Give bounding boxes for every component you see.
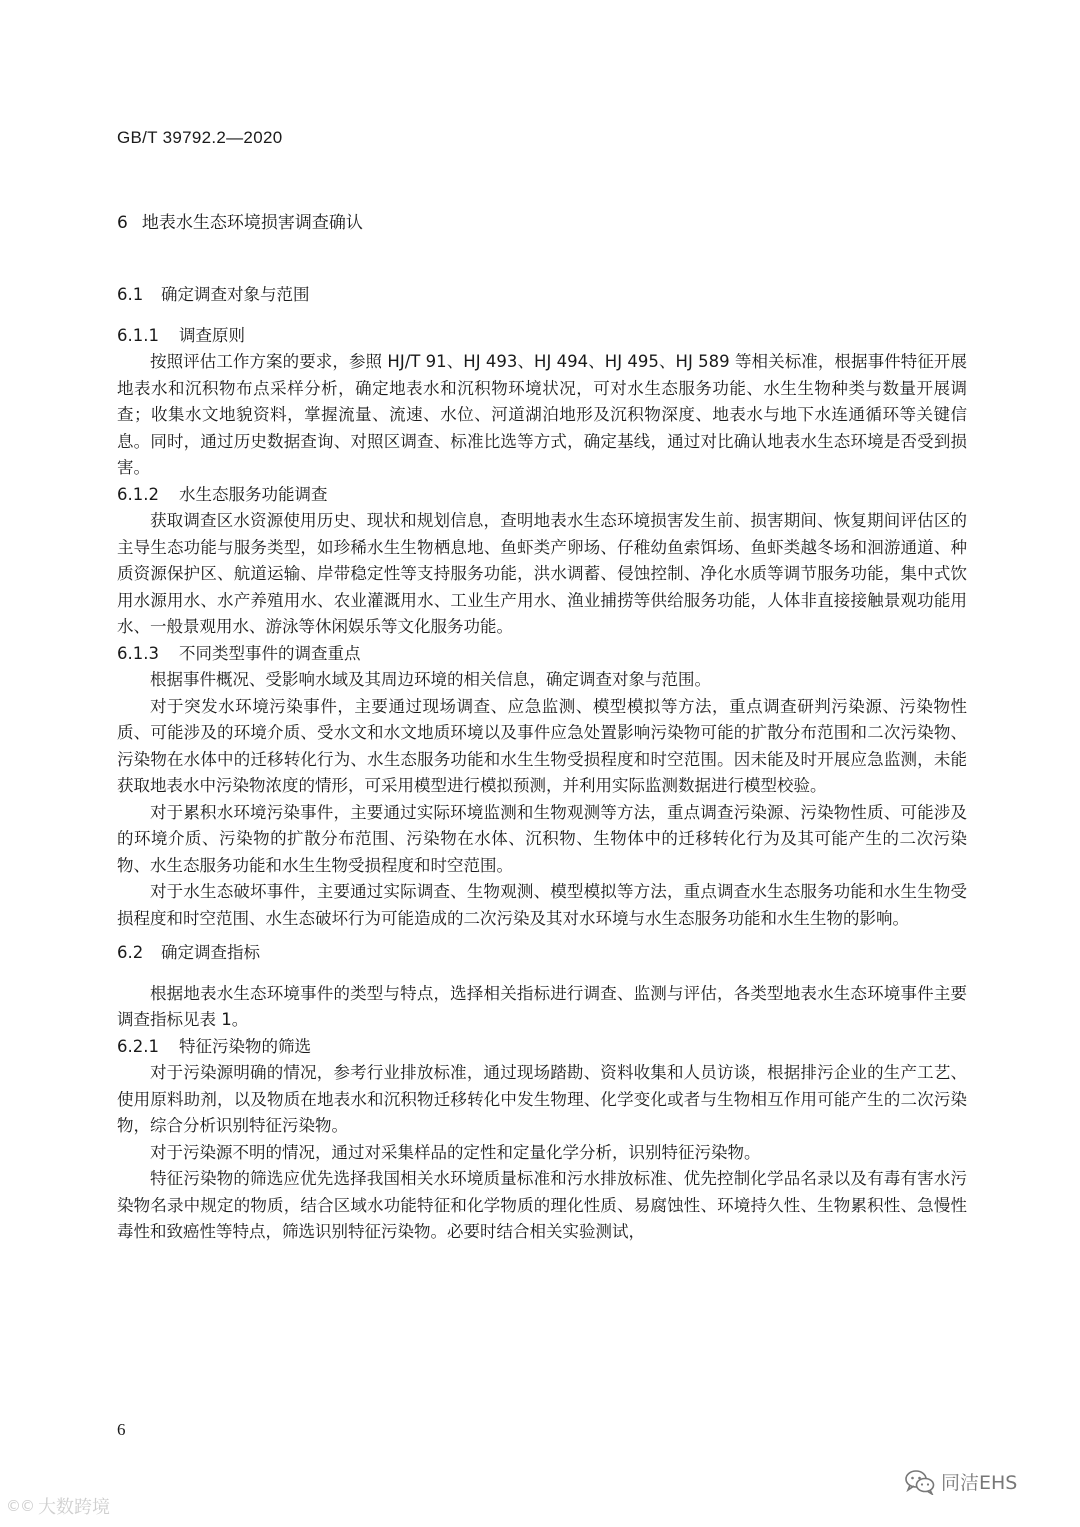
wechat-icon xyxy=(905,1469,935,1495)
heading-6-2 xyxy=(117,940,967,967)
watermark-text: 大数跨境 xyxy=(38,1497,110,1518)
heading-title: 水生态服务功能调查 xyxy=(179,484,328,504)
heading-title: 特征污染物的筛选 xyxy=(179,1036,311,1056)
heading-number: 6.1.2 xyxy=(117,484,159,504)
watermark-logo: ©© xyxy=(6,1497,34,1515)
paragraph: 按照评估工作方案的要求，参照 HJ/T 91、HJ 493、HJ 494、HJ 495、HJ 589 等相关标准，根据事件特征开展地表水和沉积物布点采样分析，确定地表水和沉积物环境状况，可对水生态服务功能、水生生物种类与数量开展调查；收集水文地貌资料，掌握流量、流速、水位、河道湖泊地形及沉积物深度、地表水与地下水连通循环等关键信息。同时，通过历史数据查询、对照区调查、标准比选等方式，确定基线，通过对比确认地表水生态环境是否受到损害。 xyxy=(117,352,967,477)
heading-number: 6.2 xyxy=(117,943,144,962)
heading-6-2-1 xyxy=(117,1034,967,1061)
heading-6-1 xyxy=(117,282,967,309)
document-code: GB/T 39792.2—2020 xyxy=(117,128,283,147)
paragraph: 根据事件概况、受影响水域及其周边环境的相关信息，确定调查对象与范围。 xyxy=(150,670,711,689)
watermark-right xyxy=(905,1468,1017,1495)
paragraph: 对于水生态破坏事件，主要通过实际调查、生物观测、模型模拟等方法，重点调查水生态服务功能和水生生物受损程度和时空范围、水生态破坏行为可能造成的二次污染及其对水环境与水生态服务功能和水生生物的影响。 xyxy=(117,882,967,928)
page-number: 6 xyxy=(117,1420,126,1439)
watermark-text: 同洁EHS xyxy=(941,1472,1018,1494)
section-heading xyxy=(117,208,363,233)
heading-6-1-2 xyxy=(117,482,967,509)
heading-title: 不同类型事件的调查重点 xyxy=(179,643,361,663)
heading-title: 确定调查对象与范围 xyxy=(161,285,310,304)
heading-number: 6.2.1 xyxy=(117,1036,159,1056)
heading-title: 确定调查指标 xyxy=(161,943,260,962)
watermark-left xyxy=(6,1493,110,1519)
heading-6-1-1 xyxy=(117,323,967,350)
heading-number: 6.1.1 xyxy=(117,325,159,345)
section-title: 地表水生态环境损害调查确认 xyxy=(141,213,363,233)
heading-number: 6.1.3 xyxy=(117,643,159,663)
paragraph: 对于污染源不明的情况，通过对采集样品的定性和定量化学分析，识别特征污染物。 xyxy=(150,1142,761,1162)
document-body xyxy=(117,282,967,1246)
heading-title: 调查原则 xyxy=(179,325,245,345)
paragraph: 对于突发水环境污染事件，主要通过现场调查、应急监测、模型模拟等方法，重点调查研判污染源、污染物性质、可能涉及的环境介质、受水文和水文地质环境以及事件应急处置影响污染物可能的扩散分布范围和二次污染物、污染物在水体中的迁移转化行为、水生态服务功能和水生生物受损程度和时空范围。因未能及时开展应急监测，未能获取地表水中污染物浓度的情形，可采用模型进行模拟预测，并利用实际监测数据进行模型校验。 xyxy=(117,696,967,795)
paragraph: 对于污染源明确的情况，参考行业排放标准，通过现场踏勘、资料收集和人员访谈，根据排污企业的生产工艺、使用原料助剂，以及物质在地表水和沉积物迁移转化中发生物理、化学变化或者与生物相互作用可能产生的二次污染物，综合分析识别特征污染物。 xyxy=(117,1063,967,1135)
heading-6-1-3 xyxy=(117,641,967,668)
paragraph: 特征污染物的筛选应优先选择我国相关水环境质量标准和污水排放标准、优先控制化学品名录以及有毒有害水污染物名录中规定的物质，结合区域水功能特征和化学物质的理化性质、易腐蚀性、环境持久性、生物累积性、急慢性毒性和致癌性等特点，筛选识别特征污染物。必要时结合相关实验测试， xyxy=(117,1169,967,1241)
paragraph: 获取调查区水资源使用历史、现状和规划信息，查明地表水生态环境损害发生前、损害期间、恢复期间评估区的主导生态功能与服务类型，如珍稀水生生物栖息地、鱼虾类产卵场、仔稚幼鱼索饵场、鱼虾类越冬场和洄游通道、种质资源保护区、航道运输、岸带稳定性等支持服务功能，洪水调蓄、侵蚀控制、净化水质等调节服务功能，集中式饮用水源用水、水产养殖用水、农业灌溉用水、工业生产用水、渔业捕捞等供给服务功能，人体非直接接触景观功能用水、一般景观用水、游泳等休闲娱乐等文化服务功能。 xyxy=(117,511,967,636)
paragraph: 根据地表水生态环境事件的类型与特点，选择相关指标进行调查、监测与评估，各类型地表水生态环境事件主要调查指标见表 1。 xyxy=(117,983,967,1029)
paragraph: 对于累积水环境污染事件，主要通过实际环境监测和生物观测等方法，重点调查污染源、污染物性质、可能涉及的环境介质、污染物的扩散分布范围、污染物在水体、沉积物、生物体中的迁移转化行为及其可能产生的二次污染物、水生态服务功能和水生生物受损程度和时空范围。 xyxy=(117,802,967,875)
section-number: 6 xyxy=(117,213,128,233)
heading-number: 6.1 xyxy=(117,285,144,304)
